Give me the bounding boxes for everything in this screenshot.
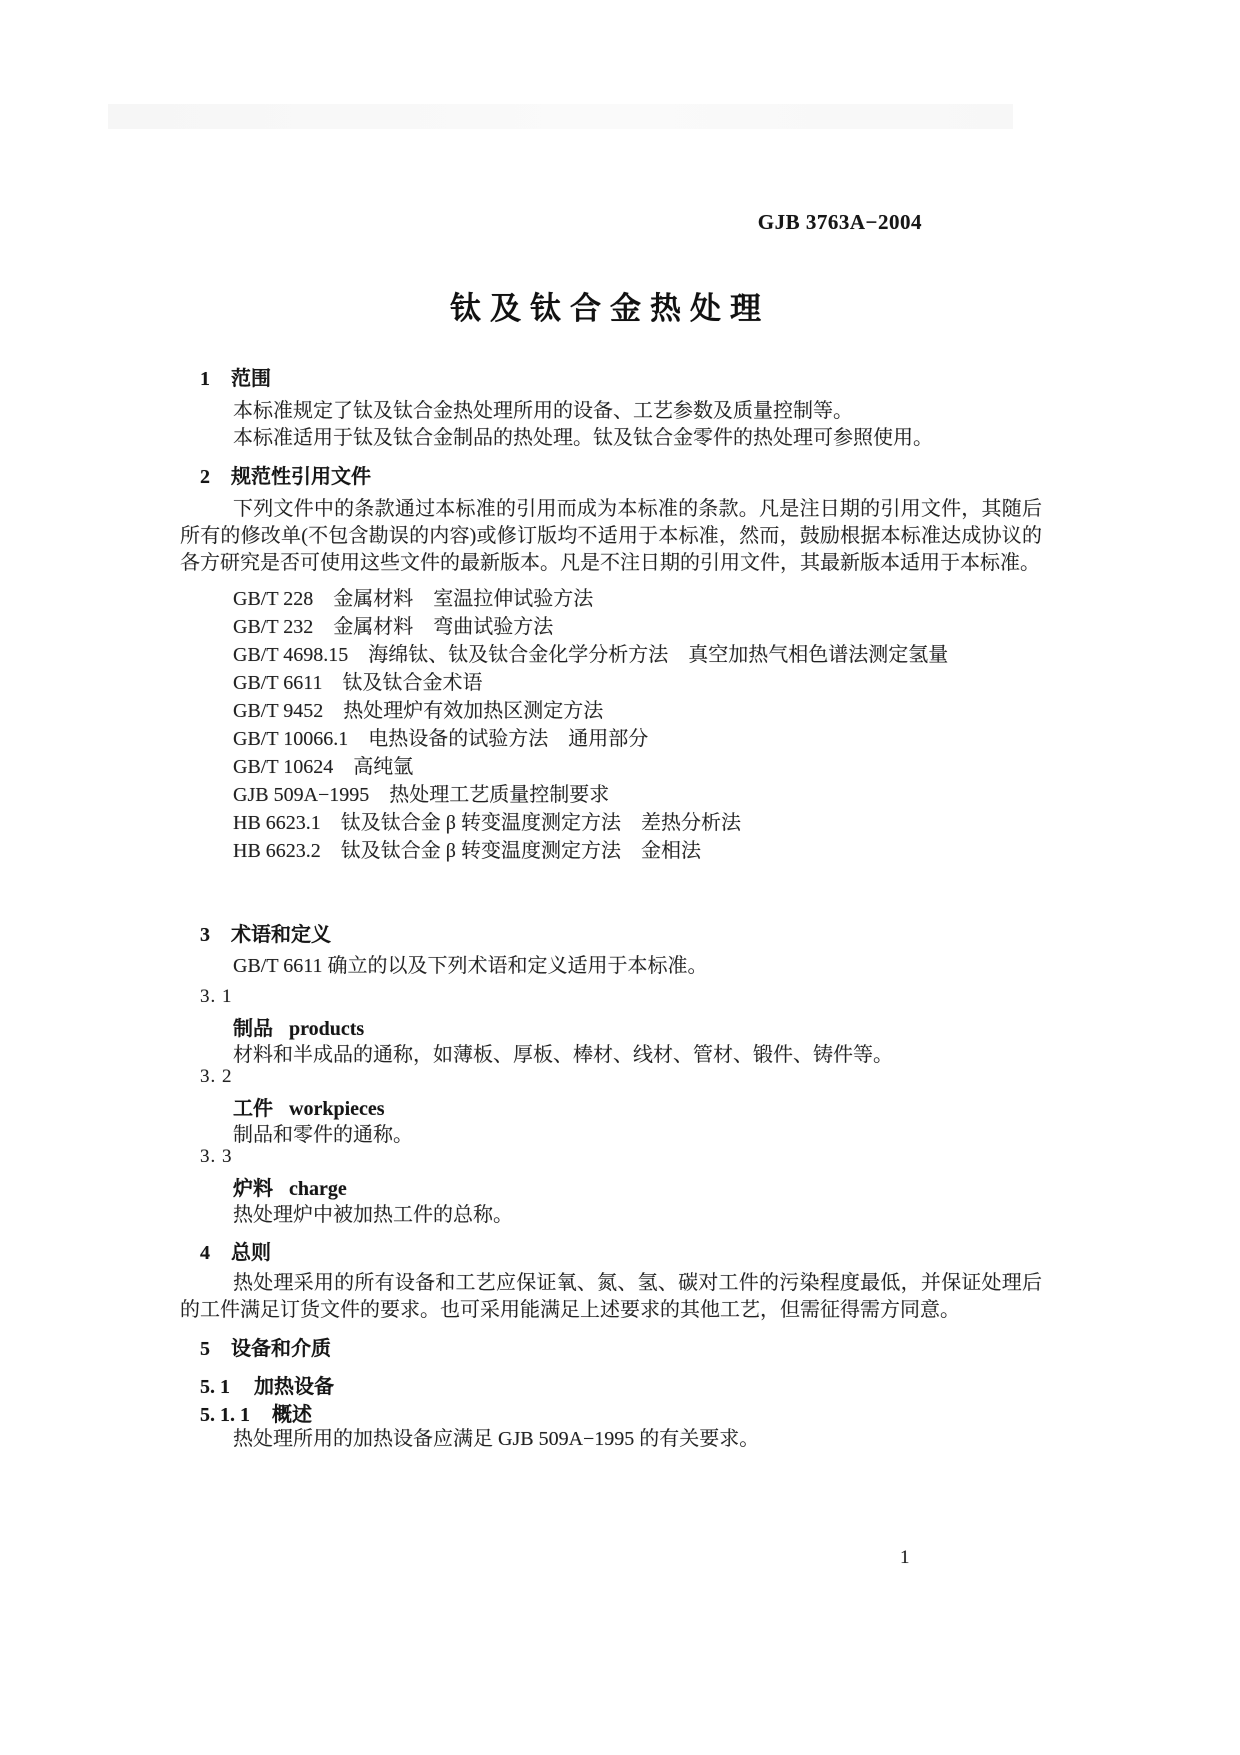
section-5-heading bbox=[200, 1332, 331, 1361]
section-5-number: 5 bbox=[200, 1338, 210, 1360]
reference-item: GB/T 10066.1 电热设备的试验方法 通用部分 bbox=[233, 728, 649, 750]
section-5-1-1-number: 5. 1. 1 bbox=[200, 1404, 250, 1426]
section-1-heading bbox=[200, 362, 271, 391]
scope-paragraph-1: 本标准规定了钛及钛合金热处理所用的设备、工艺参数及质量控制等。 bbox=[233, 400, 853, 422]
scan-artifact-band bbox=[108, 104, 1013, 129]
section-5-label: 设备和介质 bbox=[231, 1338, 331, 1360]
reference-item: GB/T 9452 热处理炉有效加热区测定方法 bbox=[233, 700, 604, 722]
scope-paragraph-2: 本标准适用于钛及钛合金制品的热处理。钛及钛合金零件的热处理可参照使用。 bbox=[233, 427, 933, 449]
section-4-number: 4 bbox=[200, 1242, 210, 1264]
document-title: 钛及钛合金热处理 bbox=[450, 291, 770, 326]
section-5-1-1-label: 概述 bbox=[272, 1404, 312, 1426]
section-2-label: 规范性引用文件 bbox=[231, 466, 371, 488]
term-2-cn: 工件 bbox=[233, 1098, 273, 1120]
term-2-number: 3. 2 bbox=[200, 1066, 233, 1087]
reference-item: GB/T 6611 钛及钛合金术语 bbox=[233, 672, 483, 694]
section-2-number: 2 bbox=[200, 466, 210, 488]
section-4-label: 总则 bbox=[231, 1242, 271, 1264]
section-3-label: 术语和定义 bbox=[231, 924, 331, 946]
section-2-heading bbox=[200, 460, 371, 489]
section-1-label: 范围 bbox=[231, 368, 271, 390]
term-3-number: 3. 3 bbox=[200, 1146, 233, 1167]
term-2-definition: 制品和零件的通称。 bbox=[233, 1124, 413, 1146]
general-rules-paragraph: 热处理采用的所有设备和工艺应保证氧、氮、氢、碳对工件的污染程度最低，并保证处理后的工件满足订货文件的要求。也可采用能满足上述要求的其他工艺，但需征得需方同意。 bbox=[180, 1272, 1042, 1321]
reference-item: GB/T 10624 高纯氩 bbox=[233, 756, 414, 778]
term-1-number: 3. 1 bbox=[200, 986, 233, 1007]
reference-item: HB 6623.1 钛及钛合金 β 转变温度测定方法 差热分析法 bbox=[233, 812, 741, 834]
overview-paragraph: 热处理所用的加热设备应满足 GJB 509A−1995 的有关要求。 bbox=[233, 1428, 760, 1450]
term-2-en: workpieces bbox=[289, 1098, 385, 1120]
term-3-en: charge bbox=[289, 1178, 347, 1200]
references-list bbox=[180, 585, 1042, 865]
reference-item: GB/T 232 金属材料 弯曲试验方法 bbox=[233, 616, 554, 638]
section-5-1-number: 5. 1 bbox=[200, 1376, 230, 1398]
term-1-cn: 制品 bbox=[233, 1018, 273, 1040]
section-5-1-heading bbox=[200, 1370, 334, 1399]
term-2-name bbox=[233, 1092, 385, 1121]
term-3-definition: 热处理炉中被加热工件的总称。 bbox=[233, 1204, 513, 1226]
standard-number: GJB 3763A−2004 bbox=[757, 210, 922, 234]
term-3-name bbox=[233, 1172, 347, 1201]
reference-item: GB/T 4698.15 海绵钛、钛及钛合金化学分析方法 真空加热气相色谱法测定氢量 bbox=[233, 644, 949, 666]
page-number: 1 bbox=[900, 1547, 910, 1568]
term-3-cn: 炉料 bbox=[233, 1178, 273, 1200]
reference-item: GJB 509A−1995 热处理工艺质量控制要求 bbox=[233, 784, 610, 806]
term-1-definition: 材料和半成品的通称，如薄板、厚板、棒材、线材、管材、锻件、铸件等。 bbox=[233, 1044, 893, 1066]
reference-item: GB/T 228 金属材料 室温拉伸试验方法 bbox=[233, 588, 594, 610]
term-1-en: products bbox=[289, 1018, 365, 1040]
section-5-1-1-heading bbox=[200, 1398, 312, 1427]
reference-item: HB 6623.2 钛及钛合金 β 转变温度测定方法 金相法 bbox=[233, 840, 701, 862]
section-4-heading bbox=[200, 1236, 271, 1265]
term-1-name bbox=[233, 1012, 364, 1041]
references-intro: 下列文件中的条款通过本标准的引用而成为本标准的条款。凡是注日期的引用文件，其随后所有的修改单(不包含勘误的内容)或修订版均不适用于本标准，然而，鼓励根据本标准达成协议的各方研究是否可使用这些文件的最新版本。凡是不注日期的引用文件，其最新版本适用于本标准。 bbox=[180, 498, 1042, 574]
section-5-1-label: 加热设备 bbox=[254, 1376, 334, 1398]
section-1-number: 1 bbox=[200, 368, 210, 390]
section-3-heading bbox=[200, 918, 331, 947]
terms-intro: GB/T 6611 确立的以及下列术语和定义适用于本标准。 bbox=[233, 955, 708, 977]
section-3-number: 3 bbox=[200, 924, 210, 946]
